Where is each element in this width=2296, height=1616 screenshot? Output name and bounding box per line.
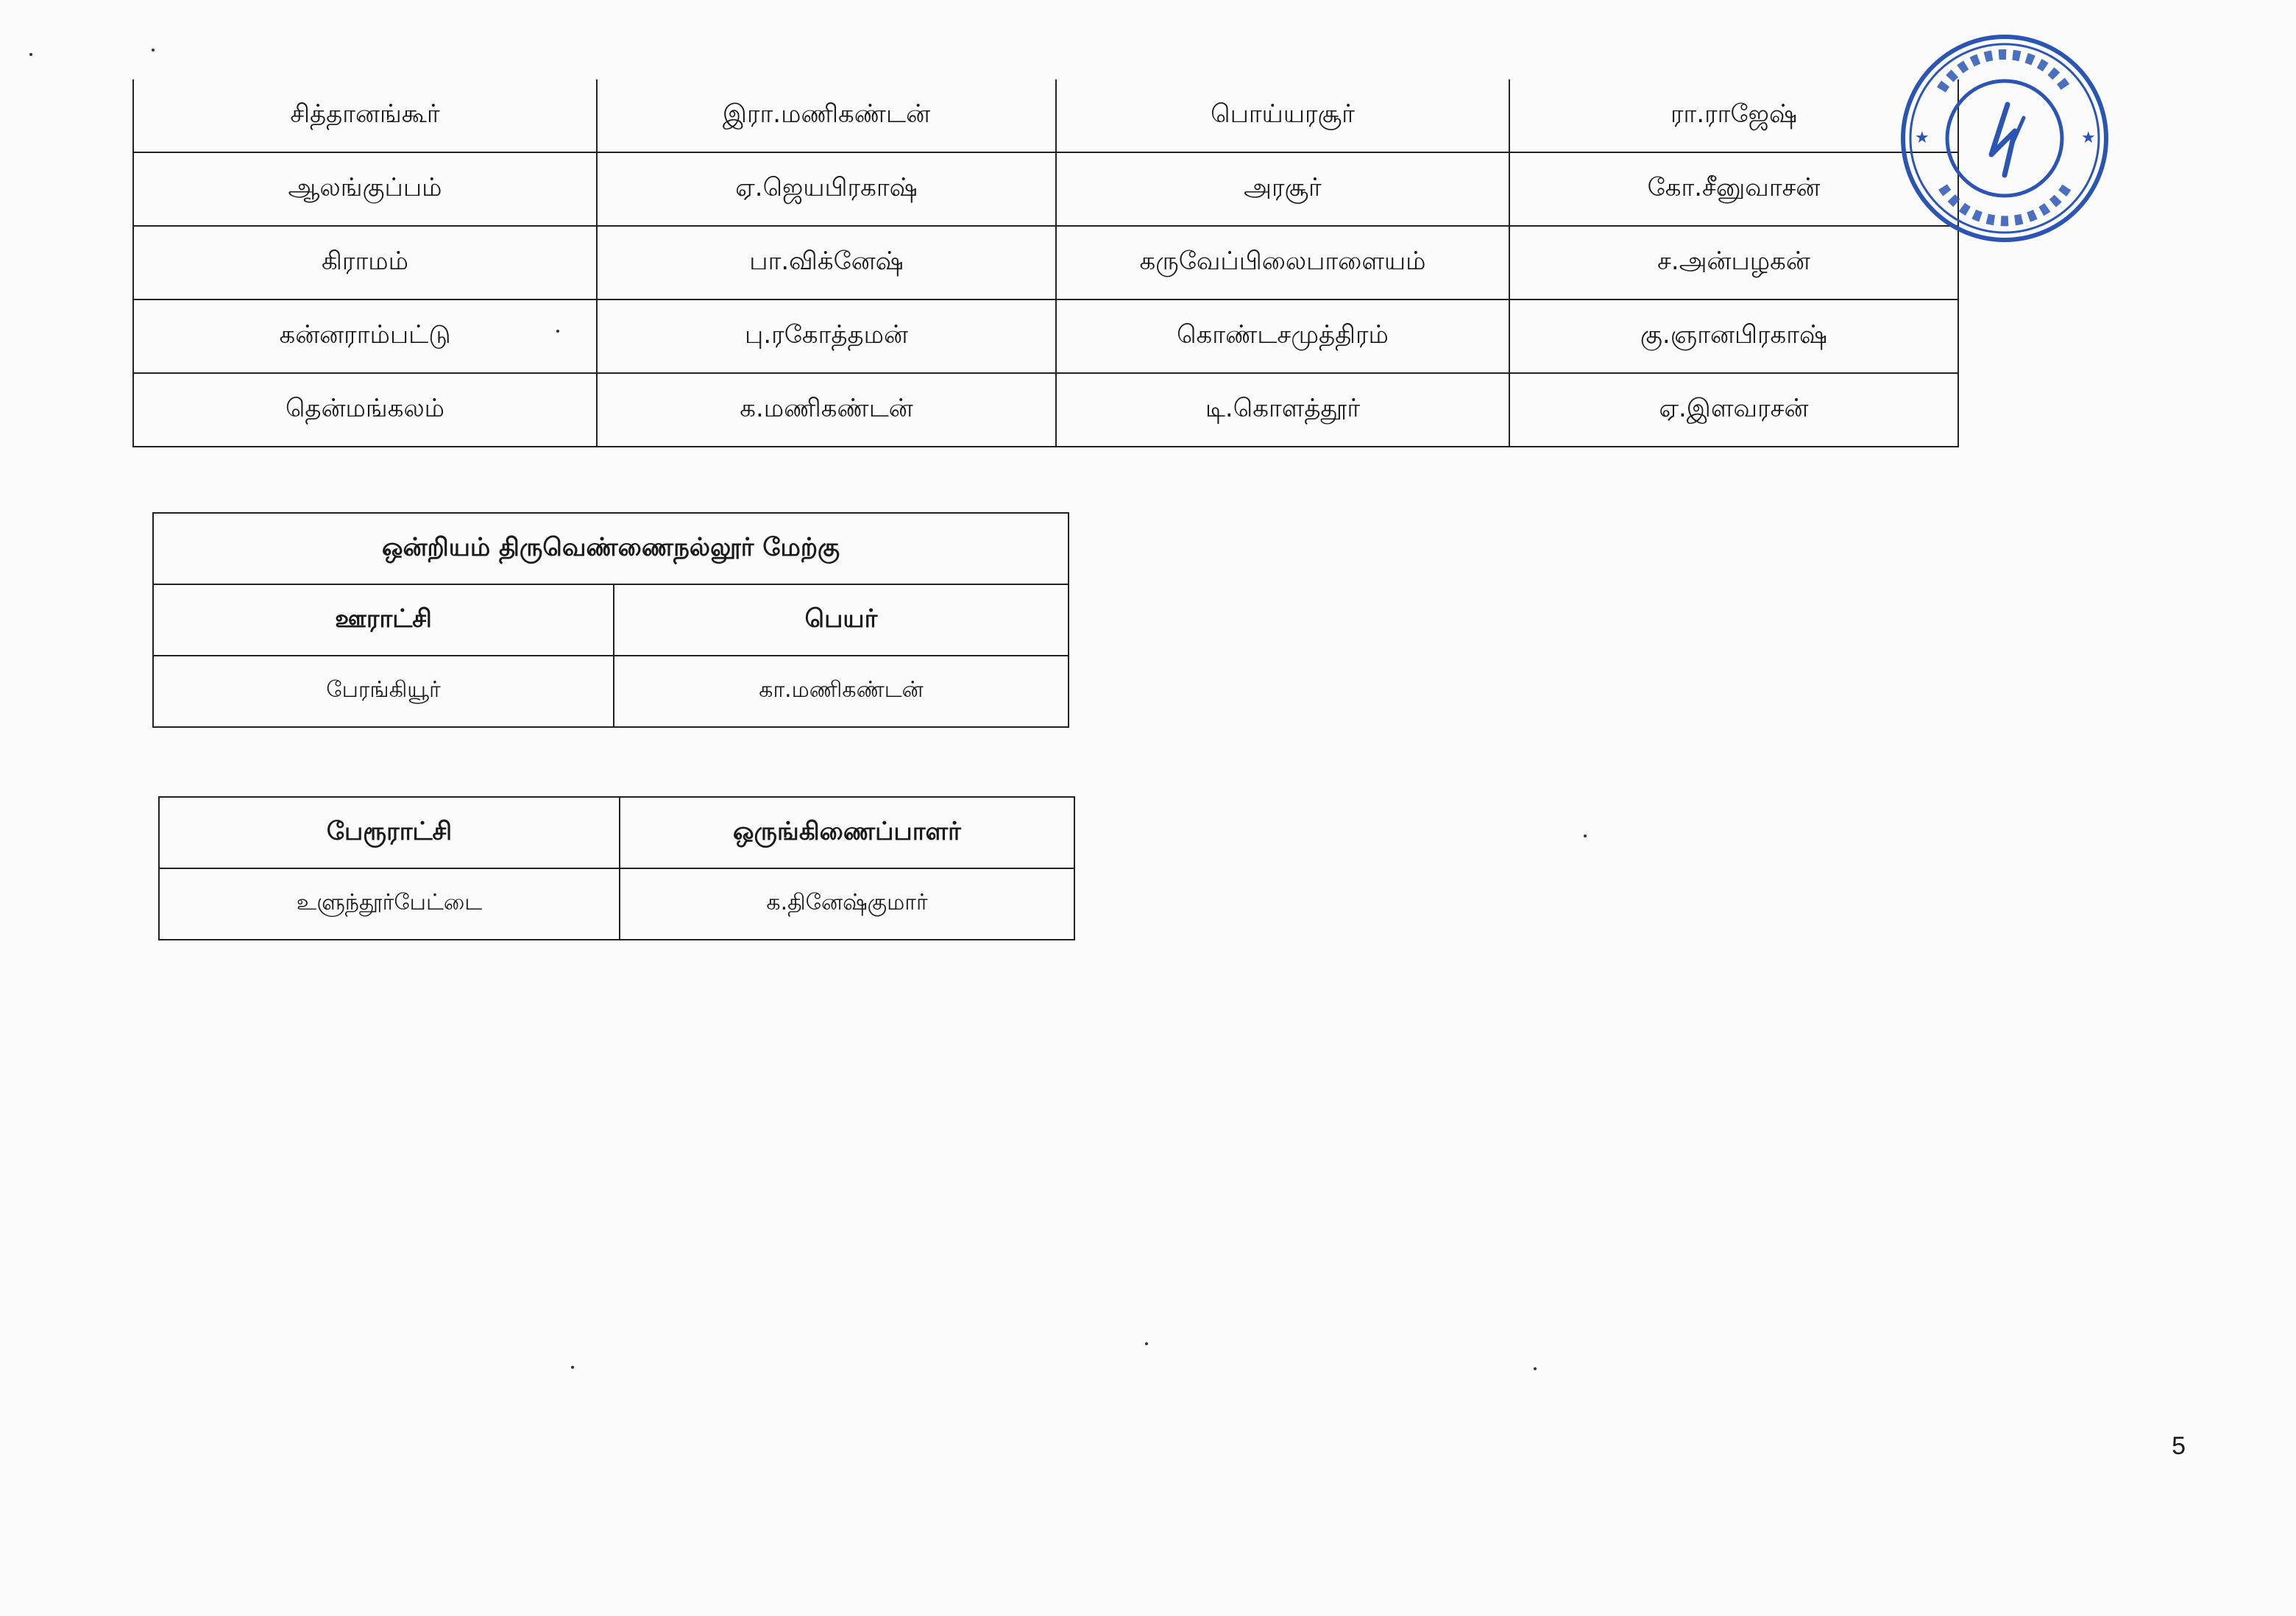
union-title: ஒன்றியம் திருவெண்ணைநல்லூர் மேற்கு bbox=[153, 513, 1069, 584]
village-cell: அரசூர் bbox=[1056, 152, 1509, 226]
scan-speck bbox=[1584, 834, 1587, 837]
table-row bbox=[133, 152, 1958, 226]
panchayat-header: ஊராட்சி bbox=[153, 584, 614, 656]
scan-speck bbox=[1534, 1367, 1537, 1370]
union-table bbox=[152, 512, 1069, 728]
scan-speck bbox=[556, 330, 559, 333]
village-cell: கிராமம் bbox=[133, 226, 597, 300]
village-cell: கொண்டசமுத்திரம் bbox=[1056, 300, 1509, 373]
name-cell: ஏ.ஜெயபிரகாஷ் bbox=[597, 152, 1056, 226]
name-cell: கா.மணிகண்டன் bbox=[614, 656, 1069, 727]
village-cell: ஆலங்குப்பம் bbox=[133, 152, 597, 226]
table-row bbox=[159, 868, 1074, 940]
table-row bbox=[133, 79, 1958, 152]
town-panchayat-header: பேரூராட்சி bbox=[159, 797, 620, 868]
name-cell: ச.அன்பழகன் bbox=[1509, 226, 1958, 300]
table-row bbox=[153, 656, 1069, 727]
svg-text:★: ★ bbox=[1915, 129, 1930, 147]
name-header: பெயர் bbox=[614, 584, 1069, 656]
name-cell: க.மணிகண்டன் bbox=[597, 373, 1056, 447]
town-panchayat-cell: உளுந்தூர்பேட்டை bbox=[159, 868, 620, 940]
village-cell: கன்னராம்பட்டு bbox=[133, 300, 597, 373]
village-cell: சித்தானங்கூர் bbox=[133, 79, 597, 152]
svg-text:★: ★ bbox=[2081, 129, 2096, 147]
coordinator-header: ஒருங்கிணைப்பாளர் bbox=[620, 797, 1074, 868]
name-cell: இரா.மணிகண்டன் bbox=[597, 79, 1056, 152]
name-cell: கு.ஞானபிரகாஷ் bbox=[1509, 300, 1958, 373]
table-title-row bbox=[153, 513, 1069, 584]
name-cell: ரா.ராஜேஷ் bbox=[1509, 79, 1958, 152]
panchayat-cell: பேரங்கியூர் bbox=[153, 656, 614, 727]
table-header-row bbox=[153, 584, 1069, 656]
official-seal-stamp bbox=[1897, 31, 2112, 246]
scan-speck bbox=[29, 53, 32, 56]
village-cell: டி.கொளத்தூர் bbox=[1056, 373, 1509, 447]
town-panchayat-table bbox=[158, 796, 1075, 940]
table-header-row bbox=[159, 797, 1074, 868]
scan-speck bbox=[1145, 1342, 1148, 1345]
coordinator-cell: க.தினேஷ்குமார் bbox=[620, 868, 1074, 940]
table-row bbox=[133, 226, 1958, 300]
village-cell: கருவேப்பிலைபாளையம் bbox=[1056, 226, 1509, 300]
scan-speck bbox=[152, 49, 155, 52]
scan-speck bbox=[571, 1366, 574, 1369]
village-cell: பொய்யரசூர் bbox=[1056, 79, 1509, 152]
village-cell: தென்மங்கலம் bbox=[133, 373, 597, 447]
name-cell: பா.விக்னேஷ் bbox=[597, 226, 1056, 300]
name-cell: பு.ரகோத்தமன் bbox=[597, 300, 1056, 373]
name-cell: ஏ.இளவரசன் bbox=[1509, 373, 1958, 447]
page-number: 5 bbox=[2172, 1432, 2186, 1460]
village-coordinators-table bbox=[132, 79, 1959, 447]
table-row bbox=[133, 300, 1958, 373]
table-row bbox=[133, 373, 1958, 447]
name-cell: கோ.சீனுவாசன் bbox=[1509, 152, 1958, 226]
